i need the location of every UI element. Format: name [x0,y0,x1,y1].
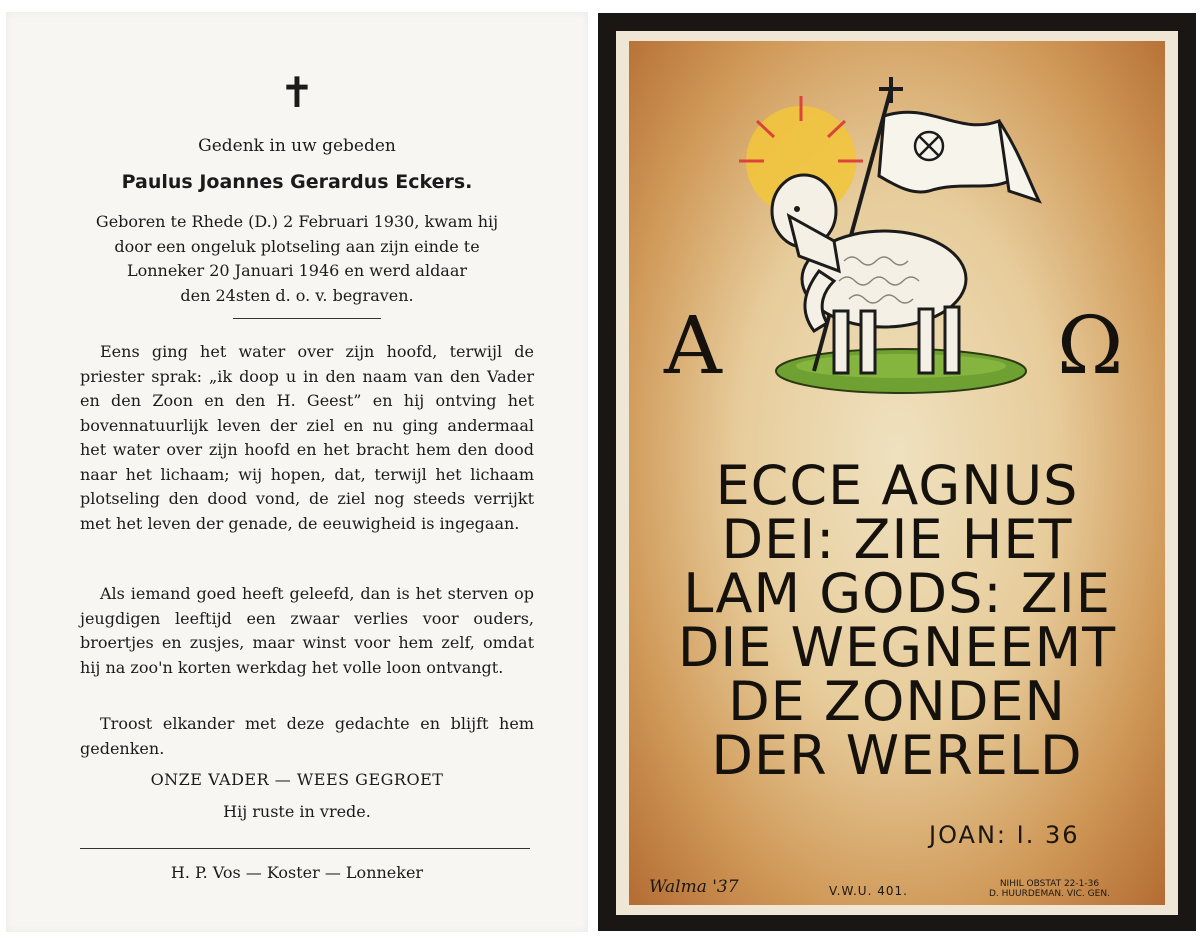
prayer-line: ONZE VADER — WEES GEGROET [150,770,444,789]
printer-line: H. P. Vos — Koster — Lonneker [170,863,424,882]
verse-line: DER WERELD [711,724,1083,787]
verse-line: LAM GODS: ZIE [683,562,1111,625]
rest-in-peace-line: Hij ruste in vrede. [223,802,371,821]
devotional-image-card [598,13,1196,931]
verse-line: DE ZONDEN [728,670,1066,733]
scripture-reference: JOAN: I. 36 [929,821,1080,849]
imprimatur [989,879,1110,899]
bio-line: Geboren te Rhede (D.) 2 Februari 1930, kwam hij [95,212,499,231]
alpha-letter: A [664,299,722,392]
card-code: V.W.U. 401. [829,884,908,898]
verse-text [629,454,1165,787]
deceased-name: Paulus Joannes Gerardus Eckers. [121,171,473,193]
verse-line: ECCE AGNUS [715,454,1079,517]
verse-line: DEI: ZIE HET [721,508,1073,571]
verse-line: DIE WEGNEEMT [677,616,1117,679]
bio-line: den 24sten d. o. v. begraven. [180,285,414,305]
memorial-text-panel [6,12,588,932]
paragraph-consolation: Troost elkander met deze gedachte en blijft hem gedenken. [80,714,534,758]
imprimatur-line: NIHIL OBSTAT 22-1-36 [999,879,1100,889]
imprimatur-line: D. HUURDEMAN. VIC. GEN. [989,889,1110,899]
card-mat [616,31,1178,915]
cross-symbol: ✝ [279,68,315,117]
omega-letter: Ω [1057,299,1124,392]
intro-line: Gedenk in uw gebeden [198,136,396,156]
bio-line: Lonneker 20 Januari 1946 en werd aldaar [126,261,468,280]
victory-banner [879,112,1009,192]
artist-signature: Walma '37 [649,877,739,897]
illustration-area [629,41,1165,905]
short-divider [233,318,381,319]
bio-block [6,210,588,308]
bottom-divider [80,848,530,849]
paragraph-baptism: Eens ging het water over zijn hoofd, terwijl de priester sprak: „ik doop u in den naam van den Vader en den Zoon en den H. Geest” en hij ontving het bovennatuurlijk leven der ziel en nu ging andermaal het water over zijn hoofd en het bracht hem den dood naar het lichaam; wij hopen, dat, terwijl het lichaam plotseling den dood vond, de ziel nog steeds verrijkt met het leven der genade, de eeuwigheid is ingegaan. [80,342,534,533]
bio-line: door een ongeluk plotseling aan zijn einde te [114,236,480,256]
paragraph-loss: Als iemand goed heeft geleefd, dan is het sterven op jeugdigen leeftijd een zwaar verlies voor ouders, broertjes en zusjes, maar winst voor hem zelf, omdat hij na zoo'n korten werkdag het volle loon ontvangt. [80,584,534,677]
